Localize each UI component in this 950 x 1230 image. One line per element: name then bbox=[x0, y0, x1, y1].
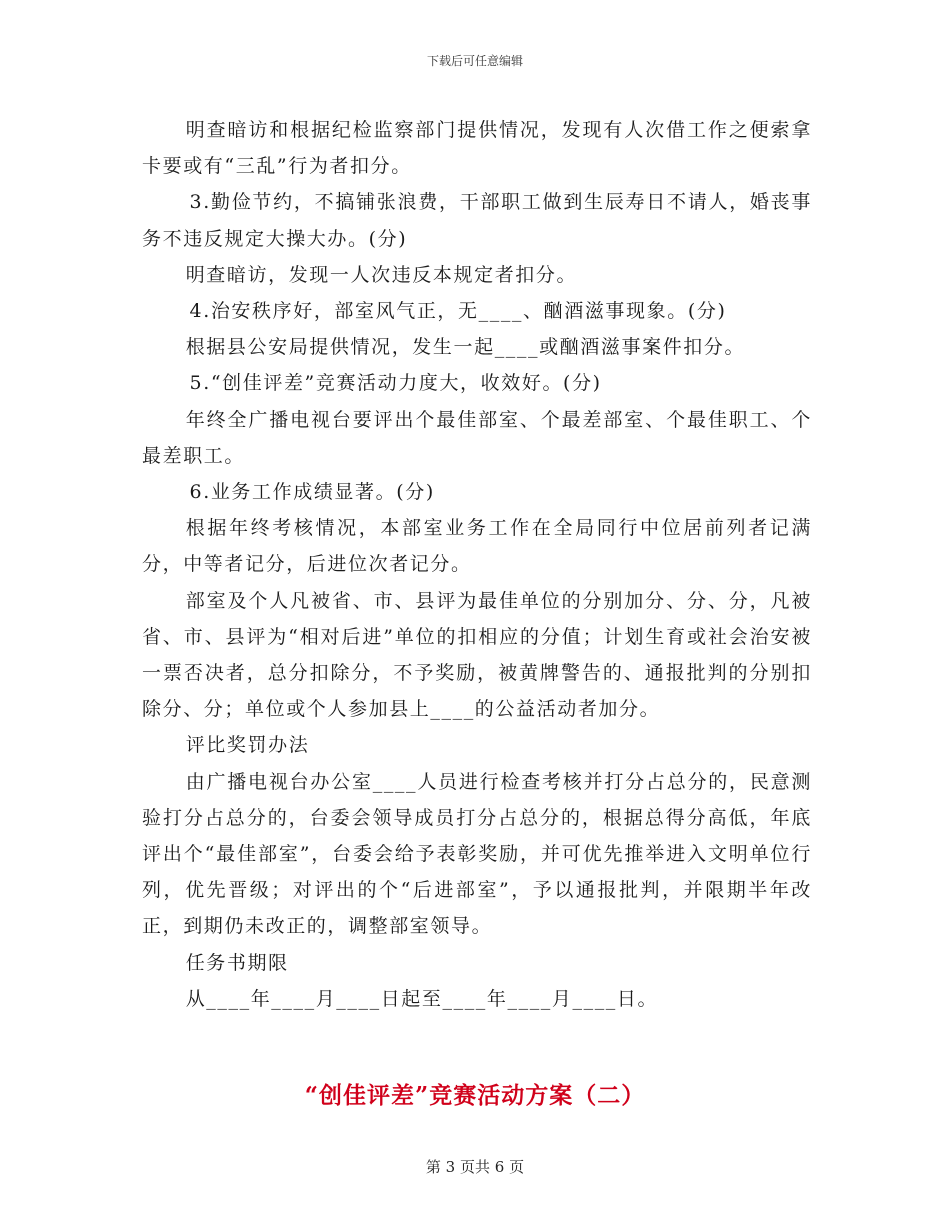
paragraph: 部室及个人凡被省、市、县评为最佳单位的分别加分、分、分，凡被省、市、县评为“相对后进”单位的扣相应的分值；计划生育或社会治安被一票否决者，总分扣除分，不予奖励，被黄牌警告的、通报批判的分别扣除分、分；单位或个人参加县上____的公益活动者加分。 bbox=[142, 589, 812, 721]
list-item: 4.治安秩序好，部室风气正，无____、酗酒滋事现象。(分) bbox=[189, 300, 727, 323]
page-footer: 第 3 页共 6 页 bbox=[425, 1158, 525, 1176]
paragraph: 由广播电视台办公室____人员进行检查考核并打分占总分的，民意测验打分占总分的，台委会领导成员打分占总分的，根据总得分高低，年底评出个“最佳部室”，台委会给予表彰奖励，并可优先推举进入文明单位行列，优先晋级；对评出的个“后进部室”，予以通报批判，并限期半年改正，到期仍未改正的，调整部室领导。 bbox=[142, 770, 812, 938]
list-item: 5.“创佳评差”竞赛活动力度大，收效好。(分) bbox=[189, 372, 602, 395]
paragraph: 从____年____月____日起至____年____月____日。 bbox=[185, 987, 659, 1010]
paragraph: 明查暗访，发现一人次违反本规定者扣分。 bbox=[185, 263, 578, 286]
list-item: 3.勤俭节约，不搞铺张浪费，干部职工做到生辰寿日不请人，婚丧事务不违反规定大操大办。(分) bbox=[142, 191, 812, 250]
section-title: “创佳评差”竞赛活动方案（二） bbox=[304, 1082, 646, 1109]
list-item: 6.业务工作成绩显著。(分) bbox=[189, 481, 435, 504]
page-header: 下载后可任意编辑 bbox=[426, 54, 523, 68]
paragraph: 根据县公安局提供情况，发生一起____或酗酒滋事案件扣分。 bbox=[185, 336, 746, 359]
document-body bbox=[142, 112, 812, 1017]
section-heading: 评比奖罚办法 bbox=[185, 734, 310, 757]
section-heading: 任务书期限 bbox=[185, 951, 289, 974]
paragraph: 明查暗访和根据纪检监察部门提供情况，发现有人次借工作之便索拿卡要或有“三乱”行为者扣分。 bbox=[142, 119, 812, 178]
paragraph: 根据年终考核情况，本部室业务工作在全局同行中位居前列者记满分，中等者记分，后进位次者记分。 bbox=[142, 517, 812, 576]
paragraph: 年终全广播电视台要评出个最佳部室、个最差部室、个最佳职工、个最差职工。 bbox=[142, 408, 812, 467]
